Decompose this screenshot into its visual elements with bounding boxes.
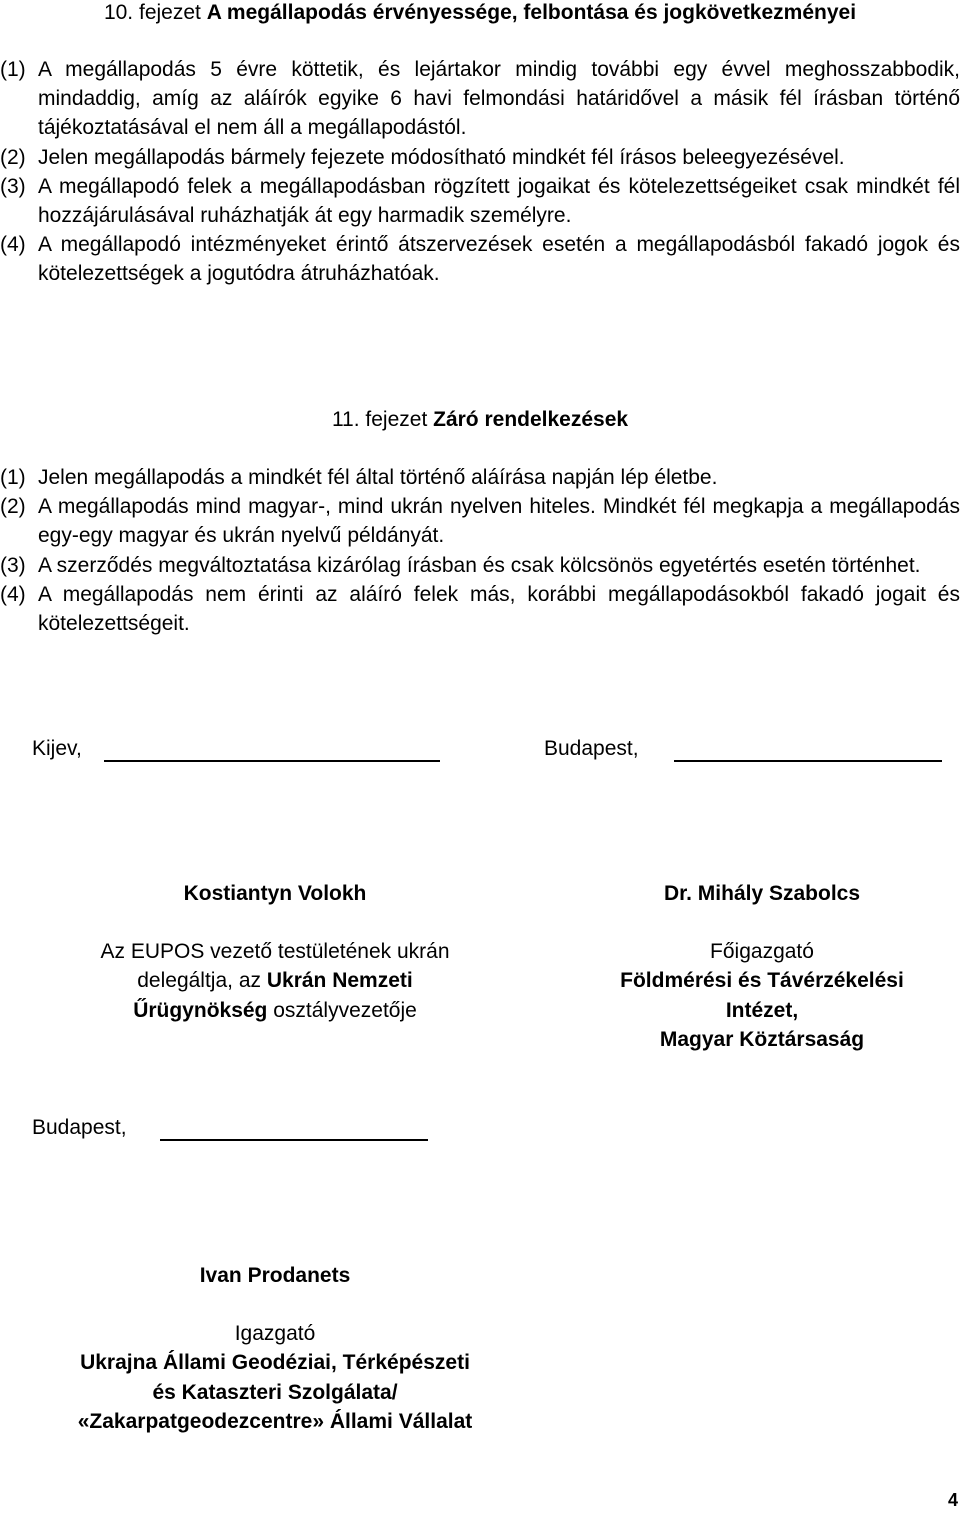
paragraph-number: (3) [0, 174, 26, 198]
signing-place-right: Budapest, [544, 737, 639, 760]
paragraph [0, 55, 960, 143]
signatory-left [40, 879, 510, 1025]
paragraph [0, 230, 960, 288]
paragraph-text: Jelen megállapodás a mindkét fél által történő aláírása napján lép életbe. [38, 466, 718, 489]
paragraph-text: A szerződés megváltoztatása kizárólag írásban és csak kölcsönös egyetértés esetén történhet. [38, 553, 921, 577]
chapter-10-title: A megállapodás érvényessége, felbontása és jogkövetkezményei [206, 1, 857, 24]
paragraph-text: Jelen megállapodás bármely fejezete módosítható mindkét fél írásos beleegyezésével. [38, 145, 845, 169]
paragraph-number: (2) [0, 145, 26, 169]
chapter-11-body [0, 463, 960, 638]
paragraph-number: (1) [0, 466, 26, 489]
paragraph-text: A megállapodó felek a megállapodásban rögzített jogaikat és kötelezettségeiket csak mindkét fél hozzájárulásával ruházhatják át egy harmadik személyre. [38, 174, 960, 228]
paragraph-text: A megállapodó intézményeket érintő átszervezések esetén a megállapodásból fakadó jogok és kötelezettségek a jogutódra átruházhatóak. [38, 233, 960, 286]
signatory-name: Dr. Mihály Szabolcs [663, 882, 861, 905]
paragraph [0, 463, 960, 492]
paragraph-number: (4) [0, 582, 26, 606]
page-number: 4 [947, 1490, 958, 1510]
paragraph-text: A megállapodás mind magyar-, mind ukrán nyelven hiteles. Mindkét fél megkapja a megállapodás egy-egy magyar és ukrán nyelvű példányát. [38, 495, 960, 548]
paragraph [0, 143, 960, 172]
paragraph [0, 492, 960, 550]
paragraph-number: (3) [0, 553, 26, 577]
paragraph-text: A megállapodás 5 évre köttetik, és lejártakor mindig további egy évvel meghosszabbodik, mindaddig, amíg az aláírók egyike 6 havi felmondási határidővel a másik fél írásban történő tájékoztatásával el nem áll a megállapodástól. [38, 58, 960, 140]
paragraph [0, 551, 960, 580]
signature-line-right [674, 760, 942, 762]
paragraph [0, 580, 960, 638]
paragraph-text: A megállapodás nem érinti az aláíró felek más, korábbi megállapodásokból fakadó jogait és kötelezettségeit. [38, 582, 960, 636]
chapter-11-heading [0, 407, 960, 433]
signing-place-left: Kijev, [32, 737, 82, 760]
signatory-bottom [20, 1261, 530, 1436]
signature-line-left [104, 760, 440, 762]
chapter-11-title: Záró rendelkezések [433, 408, 629, 431]
signatory-org: Földmérési és Távérzékelési Intézet, Magyar Köztársaság [620, 969, 904, 1051]
paragraph-number: (1) [0, 58, 26, 81]
signatory-name: Kostiantyn Volokh [183, 882, 367, 905]
signatory-org: Ukrajna Állami Geodéziai, Térképészeti és Kataszteri Szolgálata/ «Zakarpatgeodezcentre» Állami Vállalat [77, 1351, 473, 1433]
signatory-role: Főigazgató [710, 940, 814, 964]
paragraph [0, 172, 960, 230]
signatory-role: Az EUPOS vezető testületének ukrán delegáltja, az Ukrán Nemzeti Űrügynökség osztályvezetője [100, 940, 450, 1022]
paragraph-number: (2) [0, 495, 26, 519]
chapter-10-heading [0, 0, 960, 26]
paragraph-number: (4) [0, 233, 26, 257]
signing-place-bottom: Budapest, [32, 1116, 127, 1139]
chapter-11-number: 11. fejezet [331, 408, 428, 431]
signatory-right [562, 879, 960, 1054]
signature-line-bottom [160, 1139, 428, 1141]
signatory-role: Igazgató [234, 1322, 316, 1346]
chapter-10-body [0, 55, 960, 289]
chapter-10-number: 10. fejezet [103, 1, 201, 24]
signatory-name: Ivan Prodanets [199, 1264, 351, 1287]
